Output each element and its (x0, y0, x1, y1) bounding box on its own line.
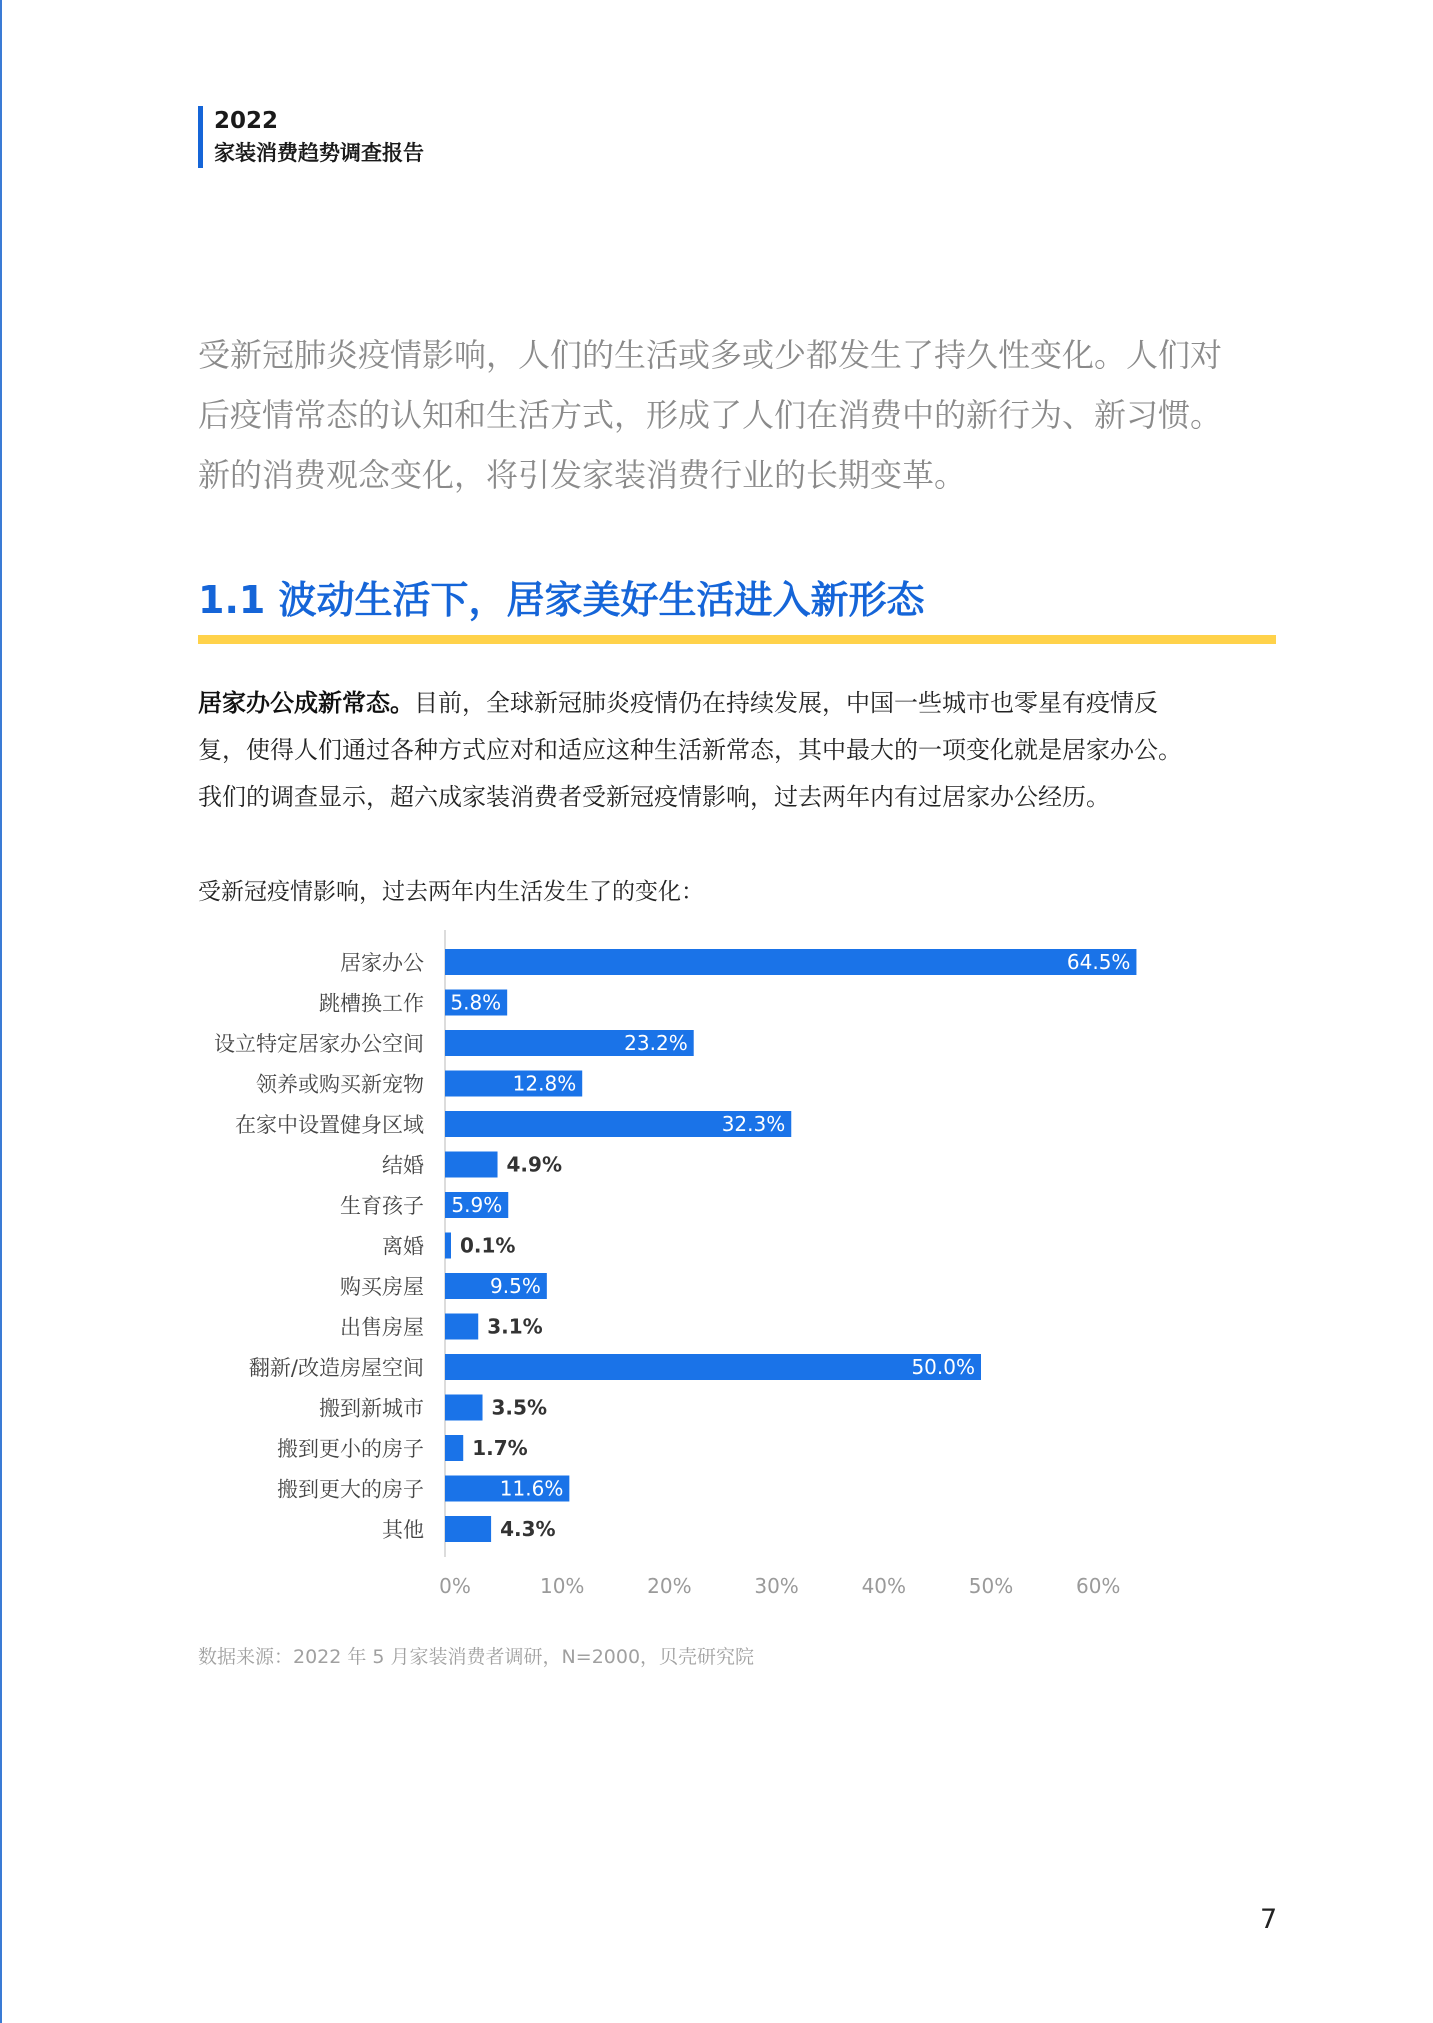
body-line1-text: 目前，全球新冠肺炎疫情仍在持续发展，中国一些城市也零星有疫情反 (414, 689, 1158, 717)
body-line: 复，使得人们通过各种方式应对和适应这种生活新常态，其中最大的一项变化就是居家办公。 (198, 736, 1182, 764)
intro-line: 新的消费观念变化，将引发家装消费行业的长期变革。 (198, 456, 967, 494)
bar-value-label: 32.3% (721, 1112, 786, 1136)
category-label: 搬到新城市 (319, 1396, 424, 1421)
category-label: 出售房屋 (340, 1315, 424, 1340)
header-year: 2022 (214, 108, 279, 134)
x-tick-label: 0% (439, 1574, 471, 1598)
category-label: 翻新/改造房屋空间 (248, 1356, 424, 1380)
bar-value-label: 0.1% (460, 1233, 516, 1258)
bar (445, 1516, 491, 1542)
bar (445, 1395, 483, 1421)
bar (445, 1233, 451, 1259)
category-label: 搬到更大的房子 (277, 1477, 424, 1502)
category-label: 购买房屋 (340, 1275, 424, 1299)
page-number: 7 (1260, 1904, 1278, 1935)
source-note: 数据来源：2022 年 5 月家装消费者调研，N=2000，贝壳研究院 (198, 1646, 755, 1668)
body-lead: 居家办公成新常态。 (198, 689, 414, 717)
bar-value-label: 50.0% (911, 1355, 975, 1379)
category-label: 搬到更小的房子 (277, 1437, 424, 1461)
bar (445, 1354, 981, 1380)
chart-title: 受新冠疫情影响，过去两年内生活发生了的变化： (198, 879, 704, 905)
category-label: 设立特定居家办公空间 (214, 1032, 424, 1056)
category-label: 其他 (382, 1518, 424, 1542)
bar-value-label: 4.3% (500, 1517, 556, 1541)
category-label: 领养或购买新宠物 (256, 1072, 424, 1097)
bar (445, 949, 1136, 975)
bar-value-label: 64.5% (1066, 950, 1131, 974)
bar-value-label: 23.2% (624, 1031, 688, 1055)
section-heading: 1.1 波动生活下，居家美好生活进入新形态 (198, 578, 925, 622)
bar-value-label: 9.5% (490, 1274, 541, 1298)
category-label: 跳槽换工作 (319, 991, 424, 1016)
intro-line: 后疫情常态的认知和生活方式，形成了人们在消费中的新行为、新习惯。 (198, 396, 1223, 434)
x-tick-label: 10% (539, 1574, 585, 1598)
x-tick-label: 50% (968, 1574, 1014, 1598)
intro-line: 受新冠肺炎疫情影响，人们的生活或多或少都发生了持久性变化。人们对 (198, 336, 1223, 374)
bar-value-label: 1.7% (472, 1436, 528, 1460)
bar-value-label: 5.9% (451, 1193, 503, 1217)
bar-value-label: 4.9% (506, 1152, 562, 1177)
x-tick-label: 60% (1075, 1574, 1121, 1598)
body-line: 我们的调查显示，超六成家装消费者受新冠疫情影响，过去两年内有过居家办公经历。 (198, 783, 1110, 811)
x-tick-label: 20% (647, 1574, 692, 1598)
category-label: 结婚 (382, 1153, 424, 1178)
bar-value-label: 3.5% (491, 1395, 547, 1420)
bar (445, 1435, 463, 1461)
category-label: 在家中设置健身区域 (235, 1113, 424, 1137)
category-label: 生育孩子 (340, 1194, 424, 1218)
category-label: 离婚 (382, 1234, 424, 1259)
header-title: 家装消费趋势调查报告 (214, 141, 424, 165)
category-label: 居家办公 (340, 951, 424, 975)
bar (445, 1314, 478, 1340)
x-tick-label: 40% (861, 1574, 907, 1598)
bar-value-label: 12.8% (512, 1071, 577, 1096)
x-tick-label: 30% (754, 1574, 799, 1598)
bar-value-label: 11.6% (499, 1476, 564, 1501)
bar-value-label: 3.1% (487, 1314, 543, 1339)
bar-value-label: 5.8% (450, 990, 502, 1015)
bar (445, 1152, 498, 1178)
